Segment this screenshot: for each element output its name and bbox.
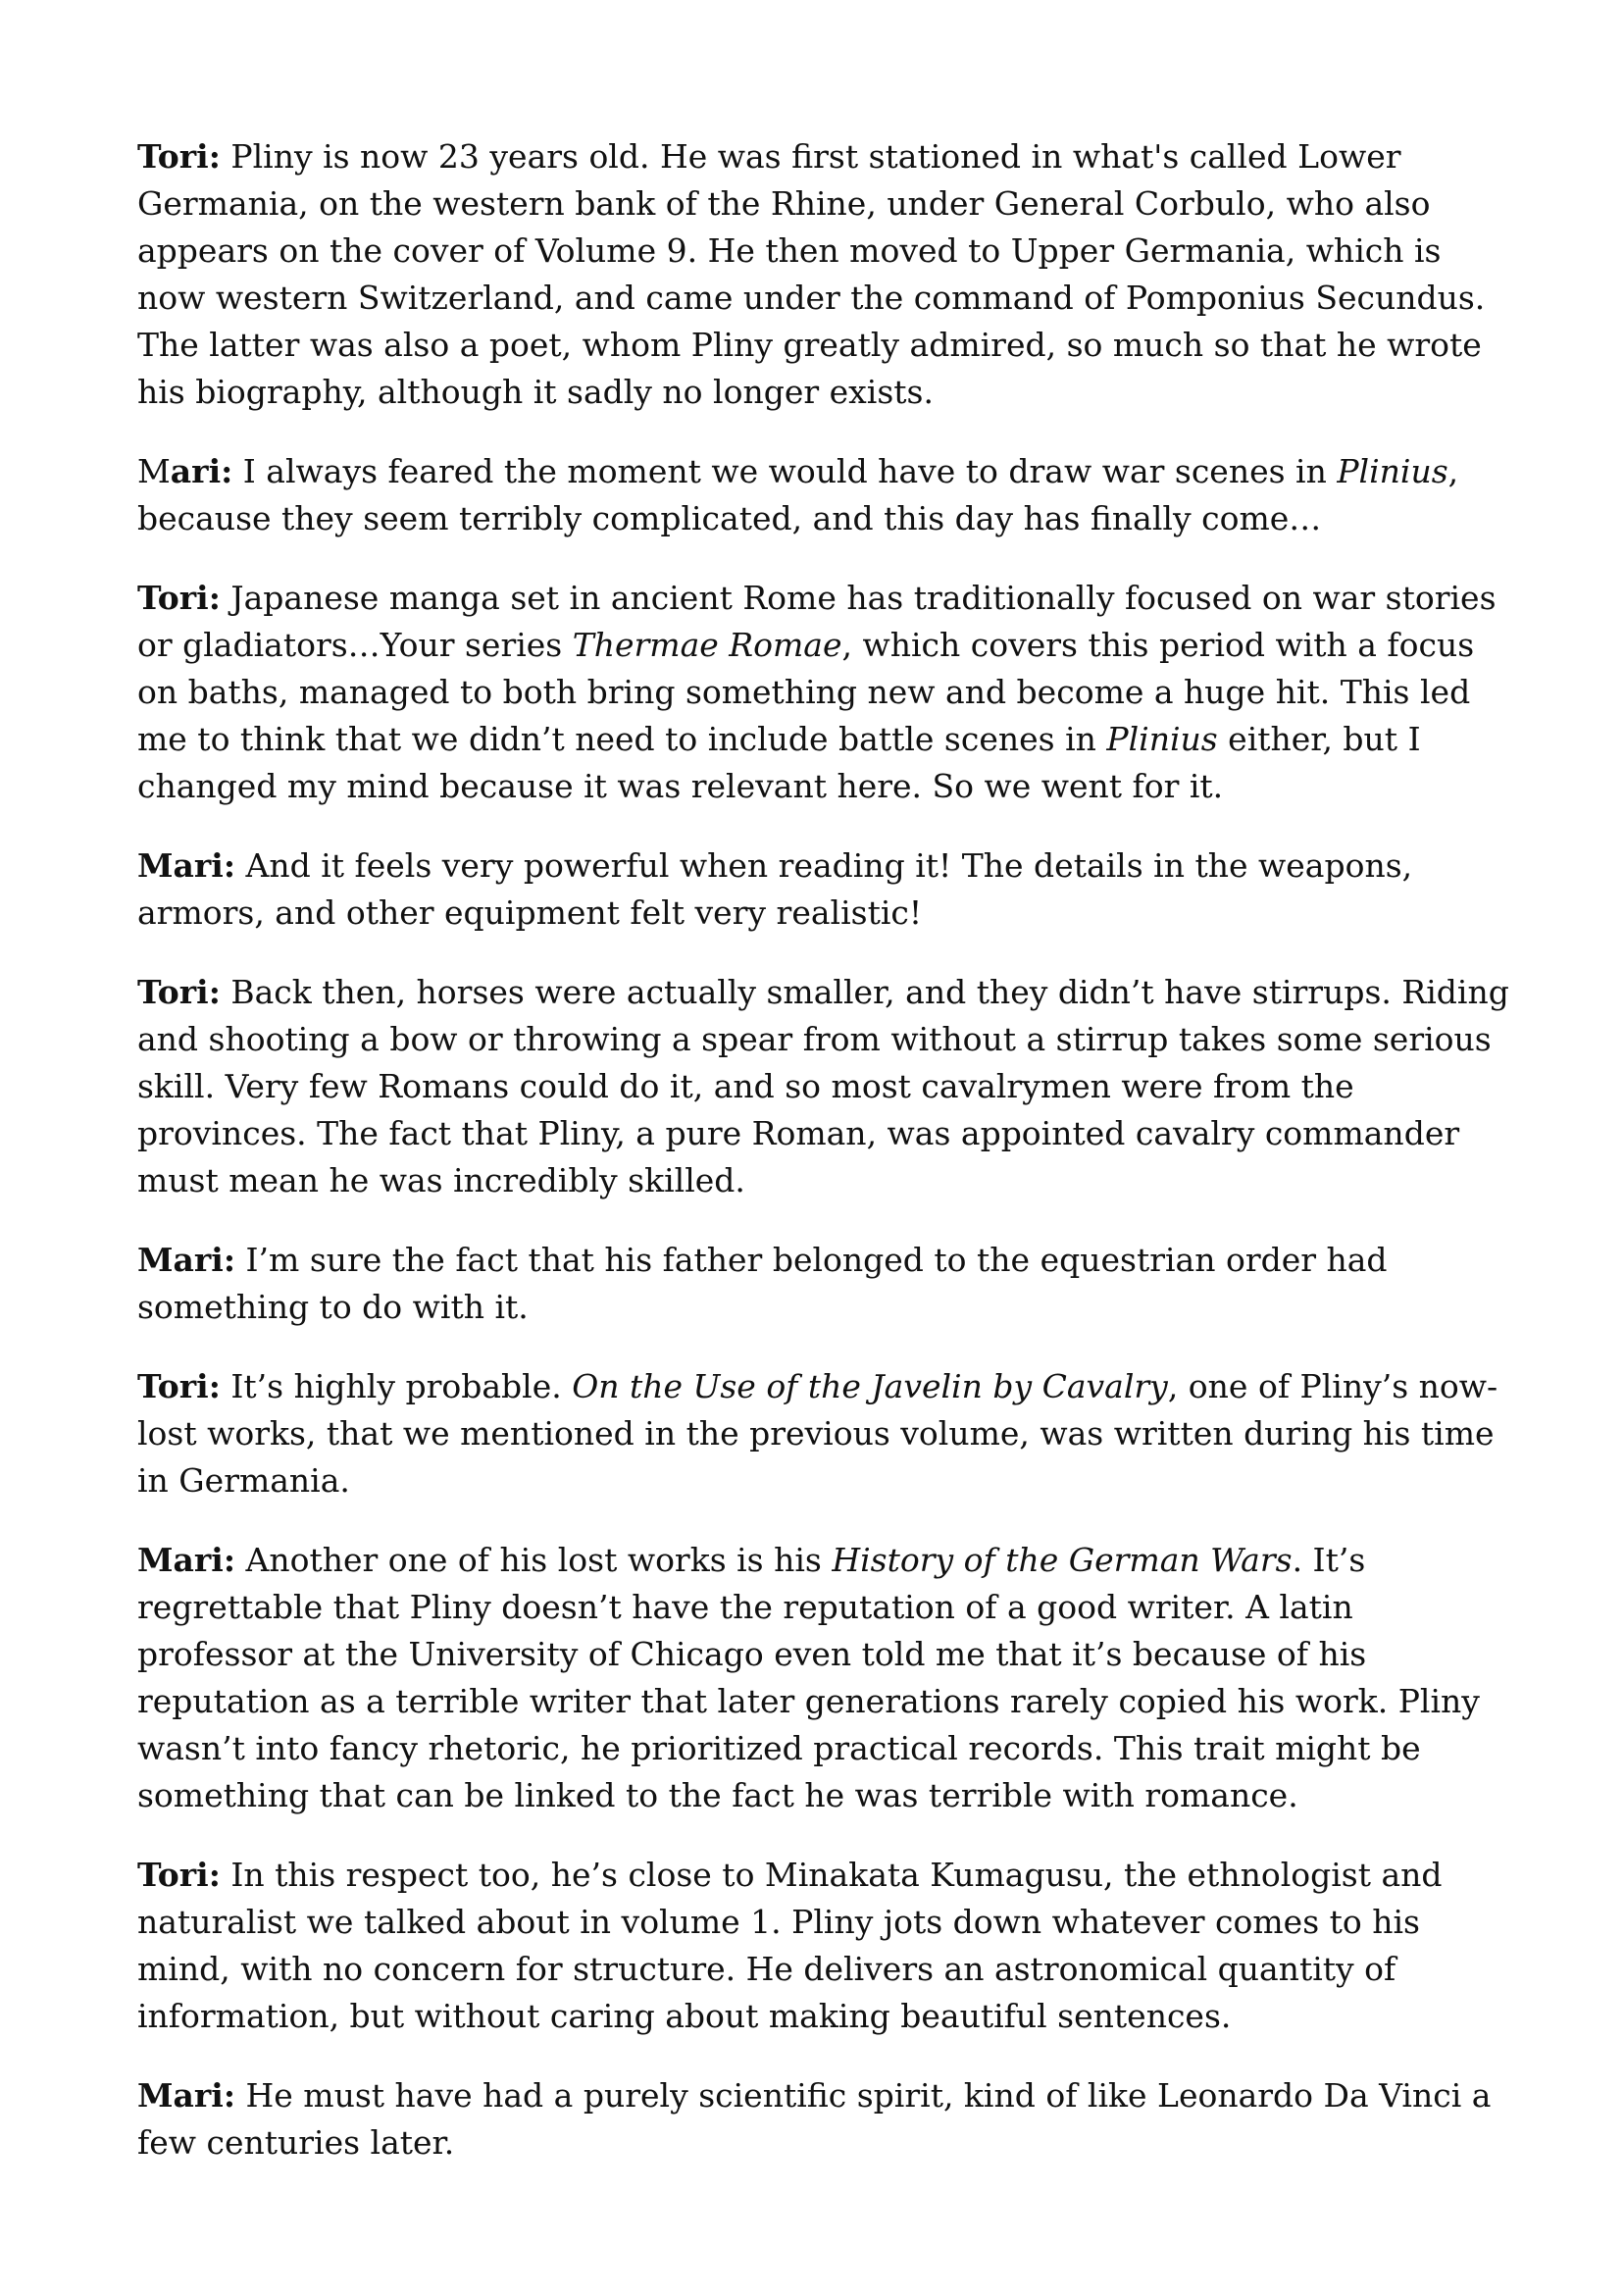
speaker-name: Tori: (137, 579, 221, 617)
speaker-name: Tori: (137, 1367, 221, 1405)
italic-title: Plinius (1106, 720, 1218, 758)
dialogue-paragraph (137, 842, 1510, 937)
dialogue-text: Back then, horses were actually smaller, and they didn’t have stirrups. Riding and shooting a bow or throwing a spear from without a stirrup takes some serious skill. Very few Romans could do it, and so most cavalrymen were from the provinces. The fact that Pliny, a pure Roman, was appointed cavalry commander must mean he was incredibly skilled. (137, 973, 1509, 1199)
dialogue-transcript (137, 133, 1510, 2167)
dialogue-paragraph (137, 1537, 1510, 1819)
dialogue-text: Another one of his lost works is his (235, 1541, 833, 1579)
dialogue-text: . It’s regrettable that Pliny doesn’t have the reputation of a good writer. A latin professor at the University of Chicago even told me that it’s because of his reputation as a terrible writer that later generations rarely copied his work. Pliny wasn’t into fancy rhetoric, he prioritized practical records. This trait might be something that can be linked to the fact he was terrible with romance. (137, 1541, 1480, 1814)
dialogue-paragraph (137, 1237, 1510, 1331)
dialogue-text: I always feared the moment we would have to draw war scenes in (232, 452, 1338, 490)
dialogue-text: In this respect too, he’s close to Minakata Kumagusu, the ethnologist and naturalist we talked about in volume 1. Pliny jots down whatever comes to his mind, with no concern for structure. He delivers an astronomical quantity of information, but without caring about making beautiful sentences. (137, 1856, 1443, 2035)
dialogue-text: , which covers this period with a focus on baths, managed to both bring something new and become a huge hit. This led me to think that we didn’t need to include battle scenes in (137, 626, 1475, 758)
dialogue-text: , one of Pliny’s now-lost works, that we mentioned in the previous volume, was written during his time in Germania. (137, 1367, 1498, 1500)
dialogue-text: , because they seem terribly complicated, and this day has finally come… (137, 452, 1459, 537)
italic-title: Thermae Romae (572, 626, 842, 664)
dialogue-paragraph (137, 133, 1510, 416)
speaker-name-prefix: M (137, 452, 171, 490)
dialogue-text: Pliny is now 23 years old. He was first stationed in what's called Lower Germania, on the western bank of the Rhine, under General Corbulo, who also appears on the cover of Volume 9. He then moved to Upper Germania, which is now western Switzerland, and came under the command of Pomponius Secundus. The latter was also a poet, whom Pliny greatly admired, so much so that he wrote his biography, although it sadly no longer exists. (137, 137, 1486, 411)
document-page (137, 133, 1510, 2199)
dialogue-text: either, but I changed my mind because it was relevant here. So we went for it. (137, 720, 1421, 805)
dialogue-text: I’m sure the fact that his father belonged to the equestrian order had something to do with it. (137, 1241, 1388, 1326)
speaker-name: Tori: (137, 137, 221, 176)
speaker-name: ari: (170, 452, 233, 490)
italic-title: Plinius (1337, 452, 1448, 490)
dialogue-paragraph (137, 1363, 1510, 1504)
speaker-name: Mari: (137, 1241, 236, 1279)
dialogue-text: He must have had a purely scientific spirit, kind of like Leonardo Da Vinci a few centuries later. (137, 2076, 1492, 2162)
dialogue-text: Japanese manga set in ancient Rome has traditionally focused on war stories or gladiators…Your series (137, 579, 1497, 664)
dialogue-paragraph (137, 448, 1510, 542)
dialogue-paragraph (137, 969, 1510, 1204)
dialogue-paragraph (137, 1852, 1510, 2040)
speaker-name: Mari: (137, 2076, 236, 2115)
italic-title: On the Use of the Javelin by Cavalry (572, 1367, 1168, 1405)
speaker-name: Tori: (137, 973, 221, 1011)
speaker-name: Tori: (137, 1856, 221, 1894)
dialogue-text: It’s highly probable. (220, 1367, 573, 1405)
speaker-name: Mari: (137, 846, 236, 885)
italic-title: History of the German Wars (832, 1541, 1293, 1579)
speaker-name: Mari: (137, 1541, 236, 1579)
dialogue-paragraph (137, 575, 1510, 810)
dialogue-paragraph (137, 2072, 1510, 2167)
dialogue-text: And it feels very powerful when reading it! The details in the weapons, armors, and other equipment felt very realistic! (137, 846, 1413, 932)
